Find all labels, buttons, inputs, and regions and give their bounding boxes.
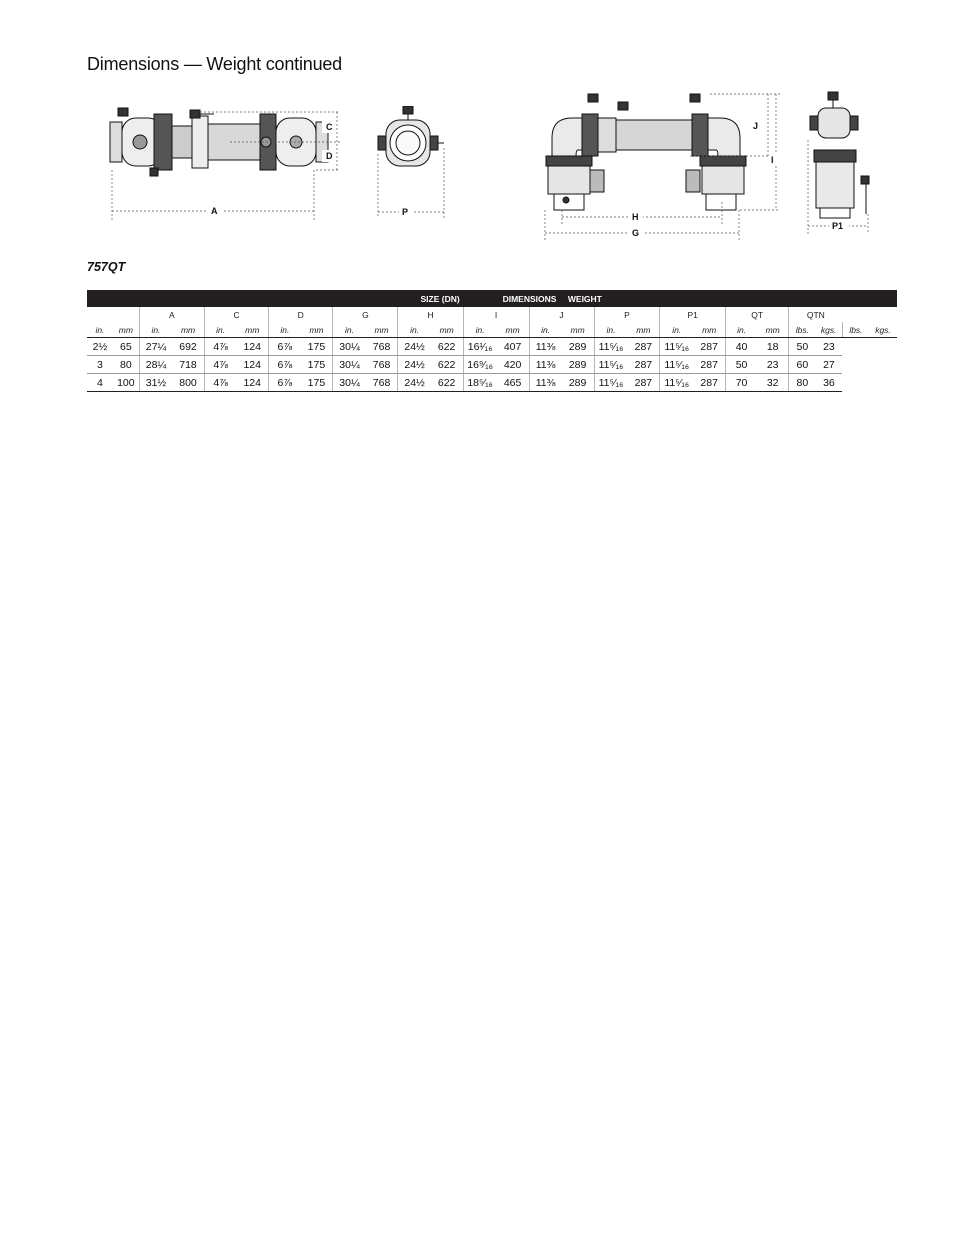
unit-cell: in. — [139, 322, 172, 338]
group-label: A — [139, 307, 204, 322]
group-label: D — [269, 307, 333, 322]
table-cell: 36 — [815, 374, 842, 392]
table-cell: 622 — [431, 356, 463, 374]
dim-label-h: H — [632, 212, 639, 222]
table-cell: 287 — [693, 338, 725, 356]
table-cell: 6⅞ — [269, 338, 301, 356]
unit-cell: mm — [627, 322, 659, 338]
table-cell: 16¹⁄₁₆ — [463, 338, 497, 356]
table-group-row — [87, 307, 897, 322]
table-cell: 2½ — [87, 338, 113, 356]
end-view-figure — [372, 106, 452, 224]
table-cell: 175 — [301, 374, 333, 392]
dim-label-j: J — [753, 121, 759, 131]
dimensions-weight-table — [87, 290, 897, 392]
table-cell: 18 — [757, 338, 789, 356]
group-label: QT — [726, 307, 789, 322]
group-label: J — [529, 307, 594, 322]
group-label: H — [398, 307, 463, 322]
table-cell: 11⁵⁄₁₆ — [660, 374, 693, 392]
header-dimensions: DIMENSIONS — [502, 293, 557, 304]
table-cell: 11⁵⁄₁₆ — [594, 374, 627, 392]
table-cell: 11⅜ — [529, 356, 562, 374]
unit-cell: in. — [398, 322, 431, 338]
unit-cell: kgs. — [815, 322, 842, 338]
unit-cell: mm — [693, 322, 725, 338]
table-cell: 768 — [366, 356, 398, 374]
table-cell: 11⁵⁄₁₆ — [660, 338, 693, 356]
table-cell: 287 — [693, 374, 725, 392]
table-cell: 768 — [366, 338, 398, 356]
unit-cell: mm — [236, 322, 268, 338]
unit-cell: mm — [431, 322, 463, 338]
table-cell: 622 — [431, 374, 463, 392]
dim-label-i: I — [771, 155, 774, 165]
table-cell: 27 — [815, 356, 842, 374]
table-cell: 420 — [497, 356, 529, 374]
unit-cell: in. — [333, 322, 366, 338]
table-cell: 692 — [172, 338, 204, 356]
table-row — [87, 338, 897, 356]
table-cell: 124 — [236, 356, 268, 374]
table-cell: 4 — [87, 374, 113, 392]
unit-cell: mm — [301, 322, 333, 338]
table-cell: 4⅞ — [204, 356, 236, 374]
group-label: C — [204, 307, 268, 322]
table-cell: 718 — [172, 356, 204, 374]
table-cell: 175 — [301, 356, 333, 374]
unit-cell: in. — [529, 322, 562, 338]
dim-label-p: P — [402, 207, 409, 217]
unit-cell: in. — [726, 322, 757, 338]
table-cell: 4⅞ — [204, 374, 236, 392]
unit-cell: in. — [204, 322, 236, 338]
table-cell: 124 — [236, 374, 268, 392]
model-heading: 757QT — [87, 260, 126, 274]
table-cell: 124 — [236, 338, 268, 356]
table-cell: 3 — [87, 356, 113, 374]
table-cell: 287 — [627, 356, 659, 374]
table-cell: 24½ — [398, 356, 431, 374]
table-cell: 11⅜ — [529, 338, 562, 356]
table-cell: 175 — [301, 338, 333, 356]
vertical-end-view-figure — [804, 90, 876, 236]
dim-label-d: D — [326, 151, 333, 161]
table-unit-row — [87, 322, 897, 338]
dim-label-p1: P1 — [832, 221, 844, 231]
table-cell: 768 — [366, 374, 398, 392]
table-cell: 4⅞ — [204, 338, 236, 356]
side-view-figure — [100, 100, 350, 225]
table-cell: 289 — [562, 338, 594, 356]
table-row — [87, 374, 897, 392]
table-cell: 40 — [726, 338, 757, 356]
table-cell: 6⅞ — [269, 374, 301, 392]
group-label: P — [594, 307, 660, 322]
unit-cell: kgs. — [869, 322, 897, 338]
unit-cell: in. — [87, 322, 113, 338]
header-weight: WEIGHT — [567, 293, 602, 304]
table-cell: 11⁵⁄₁₆ — [594, 338, 627, 356]
unit-cell: mm — [172, 322, 204, 338]
table-cell: 27¼ — [139, 338, 172, 356]
table-cell: 11⁵⁄₁₆ — [594, 356, 627, 374]
dim-label-a: A — [211, 206, 218, 216]
unit-cell: mm — [113, 322, 139, 338]
group-label: I — [463, 307, 529, 322]
table-cell: 30¼ — [333, 338, 366, 356]
dim-label-c: C — [326, 122, 333, 132]
table-cell: 407 — [497, 338, 529, 356]
unit-cell: in. — [660, 322, 693, 338]
table-cell: 6⅞ — [269, 356, 301, 374]
table-cell: 24½ — [398, 338, 431, 356]
table-cell: 16⁹⁄₁₆ — [463, 356, 497, 374]
table-cell: 28¼ — [139, 356, 172, 374]
table-cell: 31½ — [139, 374, 172, 392]
unit-cell: in. — [463, 322, 497, 338]
unit-cell: mm — [366, 322, 398, 338]
table-cell: 70 — [726, 374, 757, 392]
unit-cell: in. — [269, 322, 301, 338]
table-cell: 465 — [497, 374, 529, 392]
table-cell: 23 — [815, 338, 842, 356]
table-cell: 289 — [562, 374, 594, 392]
unit-cell: mm — [757, 322, 789, 338]
table-cell: 11⁵⁄₁₆ — [660, 356, 693, 374]
table-cell: 23 — [757, 356, 789, 374]
table-cell: 24½ — [398, 374, 431, 392]
table-cell: 287 — [693, 356, 725, 374]
table-cell: 32 — [757, 374, 789, 392]
table-cell: 80 — [789, 374, 816, 392]
group-label: G — [333, 307, 398, 322]
table-cell: 287 — [627, 338, 659, 356]
table-cell: 800 — [172, 374, 204, 392]
unit-cell: in. — [594, 322, 627, 338]
unit-cell: lbs. — [842, 322, 869, 338]
table-cell: 100 — [113, 374, 139, 392]
page-title: Dimensions — Weight continued — [87, 54, 342, 74]
table-cell: 289 — [562, 356, 594, 374]
header-size: SIZE (DN) — [420, 293, 460, 304]
table-cell: 65 — [113, 338, 139, 356]
table-cell: 18⁵⁄₁₆ — [463, 374, 497, 392]
table-cell: 50 — [726, 356, 757, 374]
table-cell: 622 — [431, 338, 463, 356]
table-cell: 287 — [627, 374, 659, 392]
table-cell: 30¼ — [333, 356, 366, 374]
table-cell: 11⅜ — [529, 374, 562, 392]
table-cell: 80 — [113, 356, 139, 374]
group-label: QTN — [789, 307, 843, 322]
unit-cell: mm — [562, 322, 594, 338]
table-cell: 30¼ — [333, 374, 366, 392]
table-cell: 60 — [789, 356, 816, 374]
table-header-bar — [87, 290, 897, 307]
vertical-view-figure — [540, 90, 790, 242]
unit-cell: lbs. — [789, 322, 816, 338]
unit-cell: mm — [497, 322, 529, 338]
table-row — [87, 356, 897, 374]
table-cell: 50 — [789, 338, 816, 356]
dim-label-g: G — [632, 228, 640, 238]
group-label: P1 — [660, 307, 726, 322]
